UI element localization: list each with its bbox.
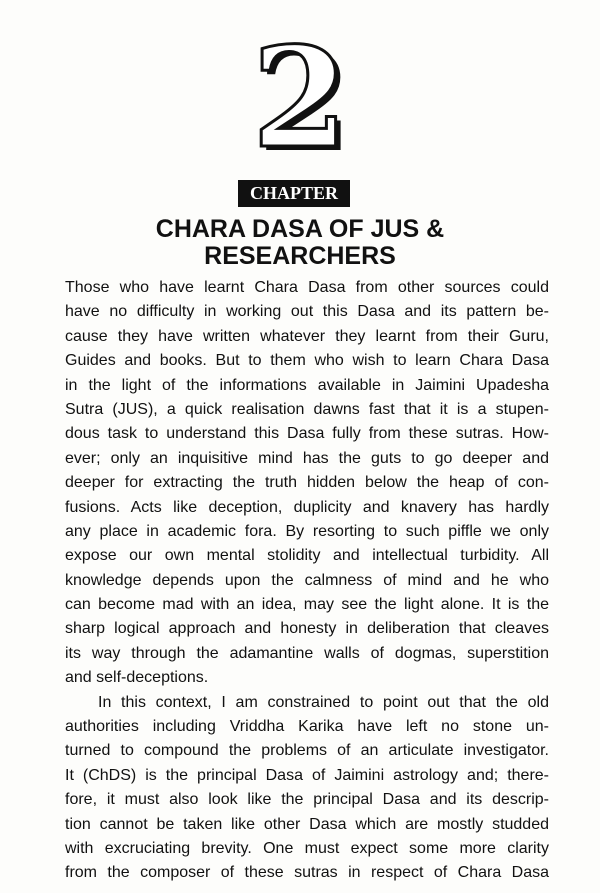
text-line: In this context, I am constrained to point out that the old [98,693,549,711]
text-line: Those who have learnt Chara Dasa from other sources could [65,279,549,296]
text-line: ever; only an inquisitive mind has the guts to go deeper and [65,449,549,467]
text-line: and self-deceptions. [65,669,209,687]
text-line: from the composer of these sutras in respect of Chara Dasa [65,864,549,882]
chapter-number: 2 [251,16,349,179]
text-line: its way through the adamantine walls of dogmas, superstition [65,644,549,662]
title-line: CHARA DASA OF JUS & [155,215,445,243]
text-line: cause they have written whatever they learnt from their Guru, [65,327,549,345]
text-line: can become mad with an idea, may see the light alone. It is the [65,596,549,614]
text-line: any place in academic fora. By resorting to such piffle we only [65,522,549,540]
body-text [65,276,549,886]
text-line: fusions. Acts like deception, duplicity and knavery has hardly [65,498,549,516]
text-line: expose our own mental stolidity and intellectual turbidity. All [65,547,549,565]
text-line: deeper for extracting the truth hidden below the heap of con- [65,474,549,492]
text-line: Sutra (JUS), a quick realisation dawns fast that it is a stupen- [65,400,549,418]
text-line: dous task to understand this Dasa fully from these sutras. How- [65,425,549,443]
text-line: turned to compound the problems of an articulate investigator. [65,742,549,760]
text-line: have no difficulty in working out this Dasa and its pattern be- [65,303,549,321]
text-line: with excruciating brevity. One must expect some more clarity [65,839,549,857]
title-line: RESEARCHERS [204,242,396,270]
chapter-title [0,216,600,270]
paragraph [65,276,549,691]
text-line: sharp logical approach and honesty in deliberation that cleaves [65,620,549,638]
text-line: It (ChDS) is the principal Dasa of Jaimini astrology and; there- [65,766,549,784]
text-line: in the light of the informations available in Jaimini Upadesha [65,376,549,394]
text-line: authorities including Vriddha Karika have left no stone un- [65,718,549,736]
paragraph [65,691,549,886]
text-line: fore, it must also look like the principal Dasa and its descrip- [65,791,549,809]
text-line: knowledge depends upon the calmness of mind and he who [65,571,549,589]
chapter-label: CHAPTER [238,180,350,207]
text-line: tion cannot be taken like other Dasa which are mostly studded [65,815,549,833]
text-line: Guides and books. But to them who wish to learn Chara Dasa [65,352,549,370]
